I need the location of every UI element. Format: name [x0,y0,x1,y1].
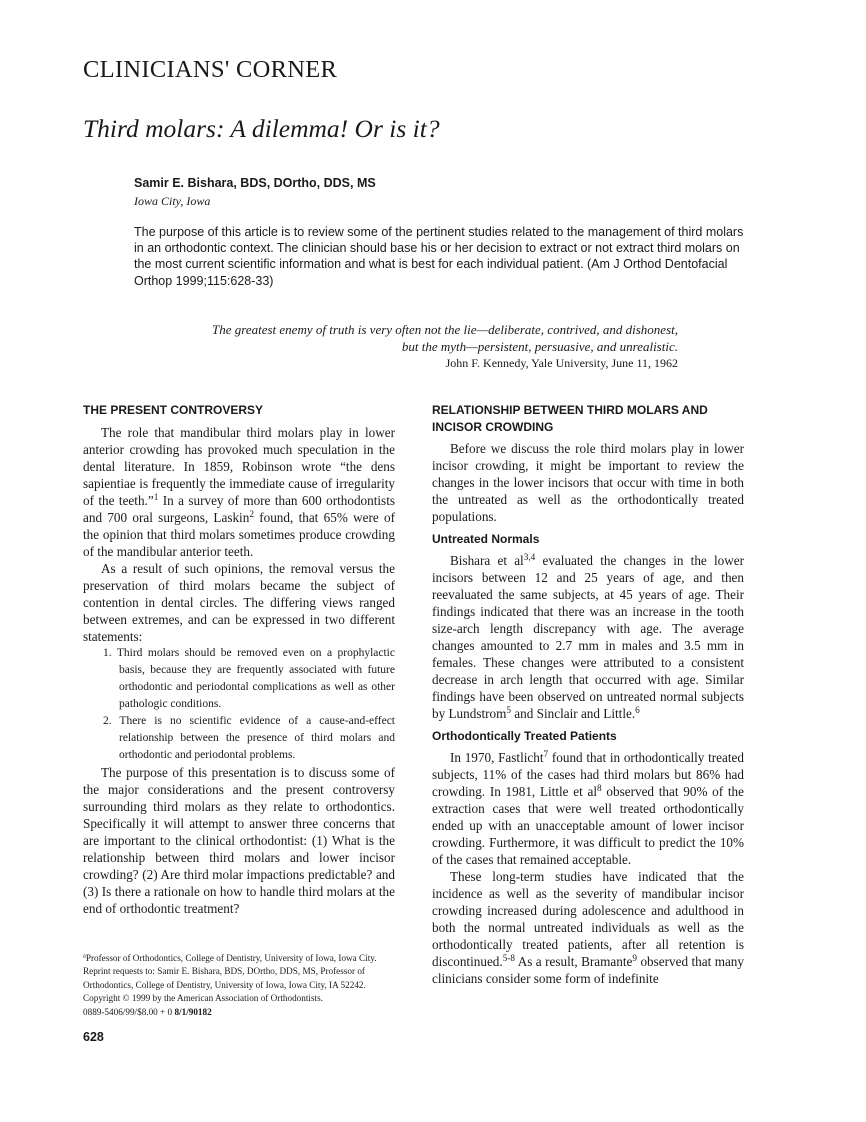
text-run: The role that mandibular third molars play in lower anterior crowding has provoked much speculation in the dental literature. In 1859, Robinson wrote “the dens sapientiae is frequently the immediate cause of irregularity of the teeth.” [83,424,395,508]
section-heading-relationship: RELATIONSHIP BETWEEN THIRD MOLARS AND INCISOR CROWDING [432,403,708,434]
subheading-treated-patients: Orthodontically Treated Patients [432,729,617,743]
text-run: observed that many clinicians consider some form of indefinite [432,954,744,986]
text-run: 8/1/90182 [174,1006,212,1017]
paragraph: Before we discuss the role third molars play in lower incisor crowding, it might be important to review the changes in the lower incisors that occur with time in both the untreated as well as the orthodontically treated populations. [432,441,744,524]
text-run: Professor of Orthodontics, College of Dentistry, University of Iowa, Iowa City. [85,953,377,963]
footnote-copyright: Copyright © 1999 by the American Association of Orthodontists. [83,993,323,1004]
citation-superscript: 2 [249,508,254,519]
footnote [83,952,401,1019]
text-run: These long-term studies have indicated that the incidence as well as the severity of mandibular incisor crowding increased during adolescence and adulthood in both the normal untreated individuals as well as the orthodontically treated patients, after all retention is discontinued. [432,869,744,969]
footnote-reprint: Reprint requests to: Samir E. Bishara, BDS, DOrtho, DDS, MS, Professor of Orthodontics, College of Dentistry, University of Iowa, Iowa City, IA 52242. [83,966,366,990]
epigraph-attribution: John F. Kennedy, Yale University, June 11, 1962 [445,356,678,370]
citation-superscript: 6 [635,704,640,715]
citation-superscript: 7 [543,748,549,759]
text-run: evaluated the changes in the lower incisors between 12 and 25 years of age, and then reevaluated the same subjects, at 45 years of age. Their findings indicated that there was an increase in the tooth size-arch length discrepancy with age. The average changes amounted to 2.7 mm in males and 3.5 mm in females. These changes were attributed to a consistent decrease in arch length that occurred with age. Similar findings have been observed on untreated normal subjects by Lundstrom [432,553,744,721]
statement-list [83,645,395,764]
epigraph-quote-line-1: The greatest enemy of truth is very often not the lie—deliberate, contrived, and dishonest, [212,322,678,337]
right-column [432,402,744,987]
epigraph-quote-line-2: but the myth—persistent, persuasive, and unrealistic. [401,338,678,354]
abstract: The purpose of this article is to review some of the pertinent studies related to the management of third molars in an orthodontic context. The clinician should base his or her decision to extract or not extract third molars on the most current scientific information and what is best for each individual patient. (Am J Orthod Dentofacial Orthop 1999;115:628-33) [134,225,744,288]
section-label: CLINICIANS' CORNER [83,56,338,83]
citation-superscript: 8 [597,782,602,793]
citation-superscript: 5 [506,704,511,715]
paragraph [432,749,744,868]
author-affiliation: Iowa City, Iowa [134,194,211,208]
epigraph [150,322,678,372]
text-run: Bishara et al [450,553,524,568]
text-run: In 1970, Fastlicht [450,750,544,765]
paragraph [432,868,744,987]
paragraph: As a result of such opinions, the removal versus the preservation of third molars became the subject of contention in dental circles. The differing views ranged between extremes, and can be expressed in two different statements: [83,560,395,644]
paragraph [432,552,744,722]
text-run: As a result, Bramante [515,954,633,969]
footnote-marker: a [83,952,86,960]
text-run: found, that 65% were of the opinion that third molars sometimes produce crowding of the mandibular anterior teeth. [83,509,395,559]
page-number: 628 [83,1030,104,1044]
left-column [83,402,395,917]
text-run: found that in orthodontically treated subjects, 11% of the cases had third molars but 86% had crowding. In 1981, Little et al [432,750,744,799]
citation-superscript: 9 [632,952,638,963]
footnote-affiliation [83,952,401,965]
text-run: observed that 90% of the extraction cases that were well treated orthodontically ended up with an unacceptable amount of lower incisor crowding. Furthermore, it was difficult to predict the 10% of the cases that remained acceptable. [432,784,744,867]
subheading-untreated-normals: Untreated Normals [432,532,540,546]
list-item: 2. There is no scientific evidence of a cause-and-effect relationship between the presence of third molars and orthodontic and periodontal problems. [103,714,395,761]
citation-superscript: 1 [153,491,159,502]
section-heading-controversy: THE PRESENT CONTROVERSY [83,403,264,417]
paragraph [83,424,395,560]
author-name: Samir E. Bishara, BDS, DOrtho, DDS, MS [134,176,376,190]
list-item: 1. Third molars should be removed even on a prophylactic basis, because they are frequently associated with future orthodontic and periodontal complications as well as other pathologic conditions. [103,646,395,710]
text-run: In a survey of more than 600 orthodontists and 700 oral surgeons, Laskin [83,492,395,525]
citation-superscript: 5-8 [502,952,516,963]
citation-superscript: 3,4 [523,551,536,562]
footnote-code [83,1006,401,1019]
text-run: 0889-5406/99/$8.00 + 0 [83,1006,175,1017]
article-title: Third molars: A dilemma! Or is it? [83,114,440,143]
text-run: and Sinclair and Little. [511,706,636,721]
paragraph: The purpose of this presentation is to discuss some of the major considerations and the present controversy surrounding third molars as they relate to orthodontics. Specifically it will attempt to answer three concerns that are important to the clinical orthodontist: (1) What is the relationship between third molars and lower incisor crowding? (2) Are third molar impactions predictable? and (3) Is there a rationale on how to handle third molars at the end of orthodontic treatment? [83,764,395,916]
